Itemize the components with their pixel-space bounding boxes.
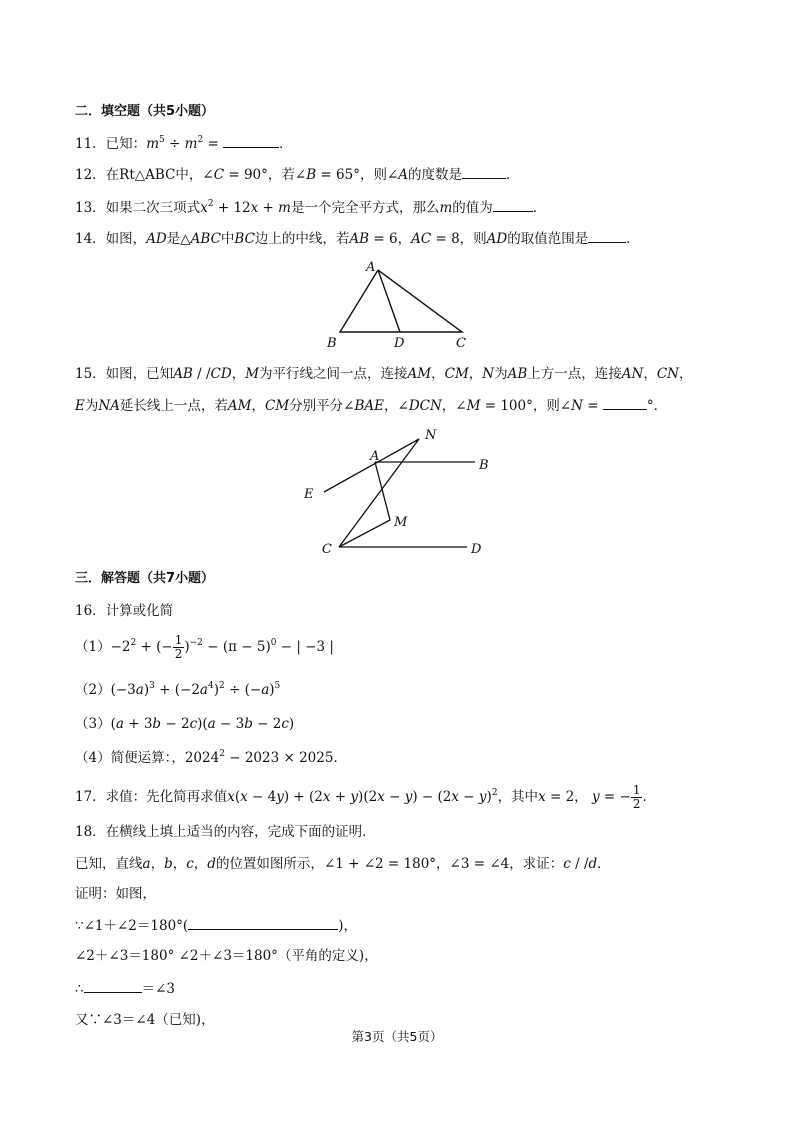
label-m: M	[394, 515, 408, 530]
answer-blank[interactable]	[462, 164, 506, 179]
label-e: E	[304, 487, 314, 502]
question-18-proof-line-2: ∠2＋∠3＝180° ∠2＋∠3＝180°（平角的定义)，	[75, 948, 378, 964]
question-16-item-3: （3）(a + 3b − 2c)(a − 3b − 2c)	[75, 716, 295, 732]
label-a: A	[366, 260, 376, 275]
label-d: D	[394, 336, 405, 351]
question-17: 17．求值：先化简再求值$x(x - 4y) + (2x + y)(2x - y) - (2x - y)^2$，其中x = 2， y = − $\frac{1}{2}$ ．	[75, 783, 656, 811]
answer-blank[interactable]	[493, 197, 533, 212]
question-18-proof-line-4: 又∵∠3＝∠4（已知)，	[75, 1012, 215, 1028]
question-16-item-1: $(1)-2^2$ + (− $\frac{1}{2}$ )$^{-2} - (\pi - 5)^0$ − | −3 |	[75, 633, 334, 661]
answer-blank[interactable]	[588, 228, 626, 243]
answer-blank[interactable]	[223, 133, 279, 148]
question-18-proof-line-1: ∵∠1＋∠2＝180°( )，	[75, 915, 357, 936]
label-n: N	[425, 428, 437, 443]
question-11: 11．已知：$m^5 \div m^2$ = ．	[75, 135, 293, 152]
question-16-title: 16．计算或化简	[75, 603, 174, 619]
label-b: B	[327, 336, 337, 351]
label-d: D	[471, 542, 482, 557]
question-18-proof-line-3: ∴ ＝∠3	[75, 978, 175, 999]
question-18-proof-label: 证明：如图，	[75, 886, 156, 902]
answer-blank[interactable]	[188, 915, 338, 930]
question-14: 14．如图，AD是△ABC中BC边上的中线，若AB = 6，AC = 8，则AD的取值范围是 ．	[75, 228, 640, 249]
question-16-item-4: （4）简便运算：，$2024^2 - 2023 \times 2025$．	[75, 749, 347, 766]
question-13: 13．如果二次三项式$x^2 + 12x + m$是一个完全平方式，那么m的值为 ．	[75, 199, 547, 216]
question-12: 12．在Rt△ABC中，∠C = 90°，若∠B = 65°，则∠A的度数是 ．	[75, 164, 520, 185]
label-c: C	[322, 542, 332, 557]
question-18-given: 已知，直线a，b，c，d的位置如图所示，∠1 + ∠2 = 180°，∠3 = ∠4，求证：c / /d．	[75, 856, 611, 872]
figure-14-triangle	[310, 255, 490, 355]
label-a: A	[370, 449, 380, 464]
figure-15-parallel-lines	[295, 420, 505, 560]
section-2-title: 二．填空题（共5小题）	[75, 104, 215, 119]
question-16-item-2: $(2)(-3a)^3 + (-2a^4)^2 \div (-a)^5$	[75, 681, 281, 698]
label-b: B	[479, 458, 489, 473]
section-3-title: 三．解答题（共7小题）	[75, 571, 215, 586]
answer-blank[interactable]	[603, 395, 647, 410]
question-18-title: 18．在横线上填上适当的内容，完成下面的证明．	[75, 824, 376, 840]
page-footer: 第3页（共5页）	[351, 1029, 443, 1044]
question-15-line-2: E为NA延长线上一点，若AM，CM分别平分∠BAE，∠DCN，∠M = 100°，则∠N = °．	[75, 395, 667, 416]
question-15-line-1: 15．如图，已知AB / /CD，M为平行线之间一点，连接AM，CM，N为AB上方一点，连接AN，CN，	[75, 366, 693, 382]
answer-blank[interactable]	[84, 978, 142, 993]
label-c: C	[456, 336, 466, 351]
